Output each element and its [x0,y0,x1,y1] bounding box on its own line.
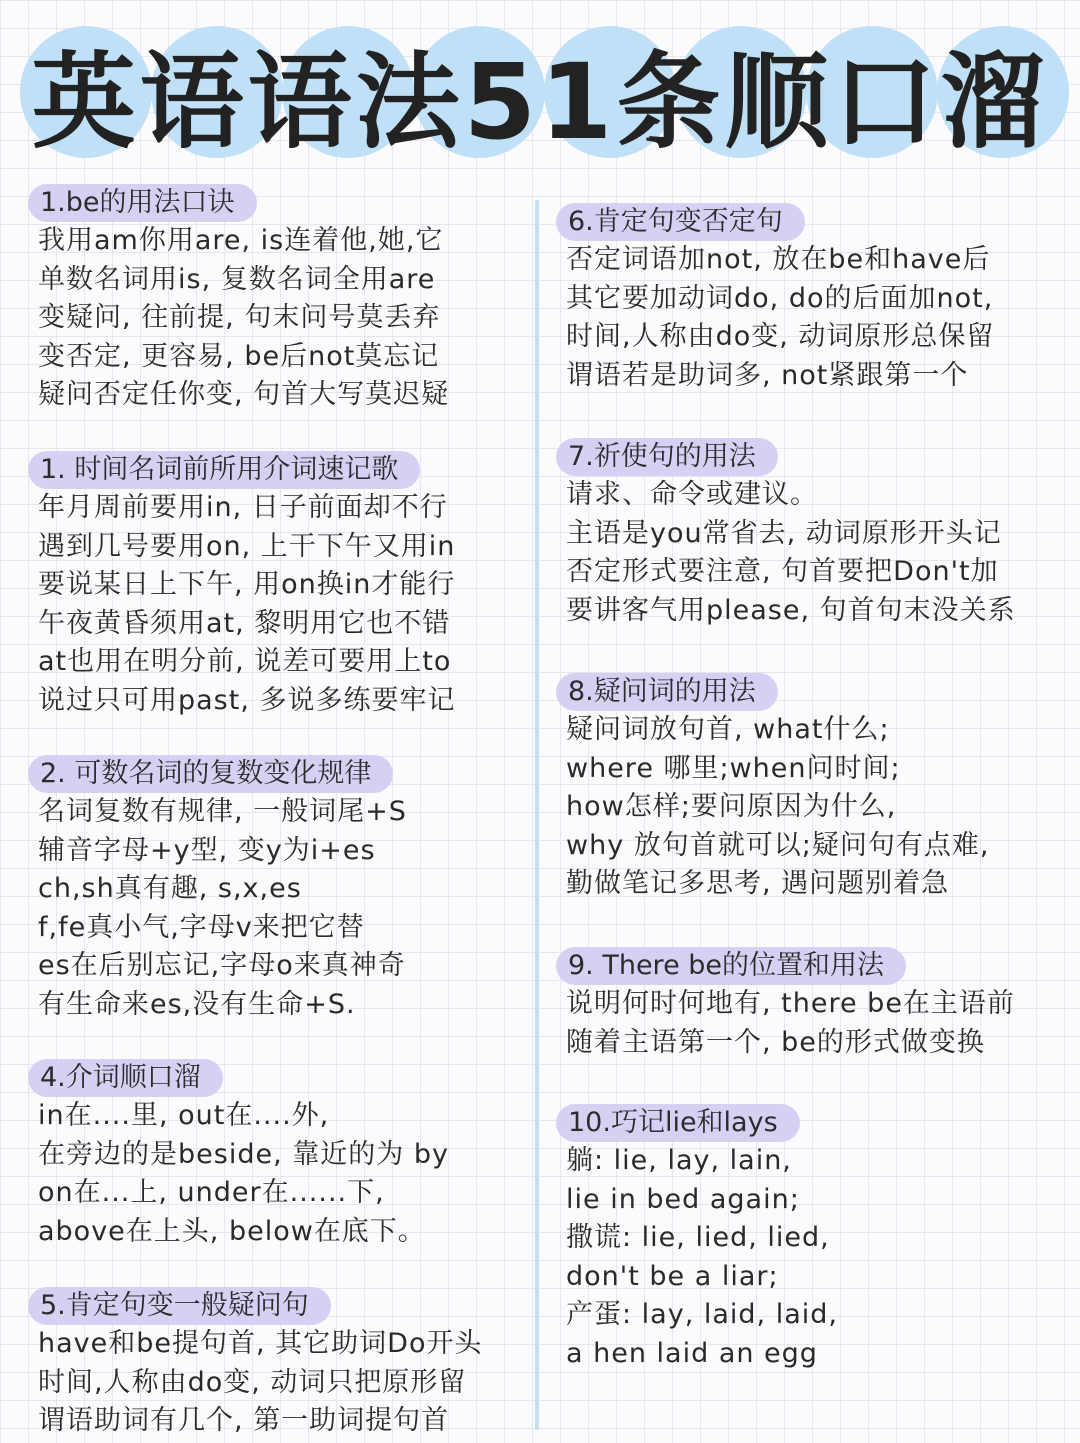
title-banner [20,18,1060,168]
rhyme-line: es在后别忘记,字母o来真神奇 [38,950,406,981]
rhyme-line: f,fe真小气,字母v来把它替 [38,911,365,943]
rhyme-line: where 哪里;when问时间; [566,752,901,784]
section-heading: 5.肯定句变一般疑问句 [28,1287,331,1325]
rhyme-line: 时间,人称由do变, 动词只把原形留 [38,1366,467,1398]
section-heading: 2. 可数名词的复数变化规律 [28,755,393,793]
rhyme-line: how怎样;要问原因为什么, [566,791,897,822]
rhyme-line: 疑问否定任你变, 句首大写莫迟疑 [38,379,450,410]
rhyme-line: 谓语若是助词多, not紧跟第一个 [566,359,969,391]
rhyme-line: 说过只可用past, 多说多练要牢记 [38,684,456,716]
rhyme-line: at也用在明分前, 说差可要用上to [38,646,452,677]
section-prepositions-rhyme [28,1059,449,1251]
rhyme-line: 要说某日上下午, 用on换in才能行 [38,569,456,600]
section-be-usage [28,184,449,415]
column-divider [535,200,539,1430]
rhyme-line: above在上头, below在底下。 [38,1215,426,1247]
rhyme-line: 躺: lie, lay, lain, [566,1145,792,1176]
rhyme-line: 遇到几号要用on, 上干下午又用in [38,530,456,562]
rhyme-line: 名词复数有规律, 一般词尾+S [38,796,407,827]
rhyme-line: 年月周前要用in, 日子前面却不行 [38,492,448,523]
rhyme-line: 疑问词放句首, what什么; [566,714,890,745]
rhyme-line: 辅音字母+y型, 变y为i+es [38,834,376,866]
page-title: 英语语法51条顺口溜 [31,41,1049,163]
rhyme-line: 产蛋: lay, laid, laid, [566,1299,838,1330]
rhyme-line: 午夜黄昏须用at, 黎明用它也不错 [38,607,451,639]
rhyme-line: 主语是you常省去, 动词原形开头记 [566,517,1002,549]
section-question-words [556,673,989,904]
section-heading: 4.介词顺口溜 [28,1059,223,1097]
rhyme-line: 请求、命令或建议。 [566,479,818,510]
section-heading: 1.be的用法口诀 [28,184,257,222]
rhyme-line: 有生命来es,没有生命+S. [38,988,356,1020]
rhyme-line: 说明何时何地有, there be在主语前 [566,988,1015,1019]
section-imperative [556,438,1016,630]
rhyme-line: have和be提句首, 其它助词Do开头 [38,1328,483,1359]
rhyme-line: 谓语助词有几个, 第一助词提句首 [38,1405,450,1436]
rhyme-line: 勤做笔记多思考, 遇问题别着急 [566,868,950,899]
rhyme-line: a hen laid an egg [566,1337,818,1369]
section-time-prepositions [28,451,456,720]
rhyme-line: 否定词语加not, 放在be和have后 [566,244,991,275]
section-negative-sentence [556,203,994,395]
section-heading: 8.疑问词的用法 [556,673,778,711]
rhyme-line: in在....里, out在....外, [38,1100,330,1131]
section-heading: 10.巧记lie和lays [556,1104,800,1142]
rhyme-line: 要讲客气用please, 句首句末没关系 [566,594,1016,626]
section-lie-lay [556,1104,838,1373]
section-heading: 9. There be的位置和用法 [556,947,906,985]
section-general-question [28,1287,482,1441]
rhyme-line: why 放句首就可以;疑问句有点难, [566,829,990,861]
section-heading: 1. 时间名词前所用介词速记歌 [28,451,420,489]
rhyme-line: 时间,人称由do变, 动词原形总保留 [566,321,995,352]
rhyme-line: 其它要加动词do, do的后面加not, [566,282,994,314]
rhyme-line: 我用am你用are, is连着他,她,它 [38,225,444,256]
rhyme-line: don't be a liar; [566,1260,779,1292]
section-plural-nouns [28,755,407,1024]
rhyme-line: 变疑问, 往前提, 句末问号莫丢弃 [38,302,441,333]
section-heading: 6.肯定句变否定句 [556,203,805,241]
section-there-be [556,947,1015,1062]
rhyme-line: 否定形式要注意, 句首要把Don't加 [566,556,999,587]
rhyme-line: 撒谎: lie, lied, lied, [566,1222,830,1253]
rhyme-line: ch,sh真有趣, s,x,es [38,873,302,904]
rhyme-line: lie in bed again; [566,1183,800,1215]
rhyme-line: 在旁边的是beside, 靠近的为 by [38,1138,449,1170]
rhyme-line: 随着主语第一个, be的形式做变换 [566,1026,985,1058]
rhyme-line: 单数名词用is, 复数名词全用are [38,263,436,295]
rhyme-line: 变否定, 更容易, be后not莫忘记 [38,340,440,372]
rhyme-line: on在...上, under在......下, [38,1177,385,1208]
section-heading: 7.祈使句的用法 [556,438,778,476]
